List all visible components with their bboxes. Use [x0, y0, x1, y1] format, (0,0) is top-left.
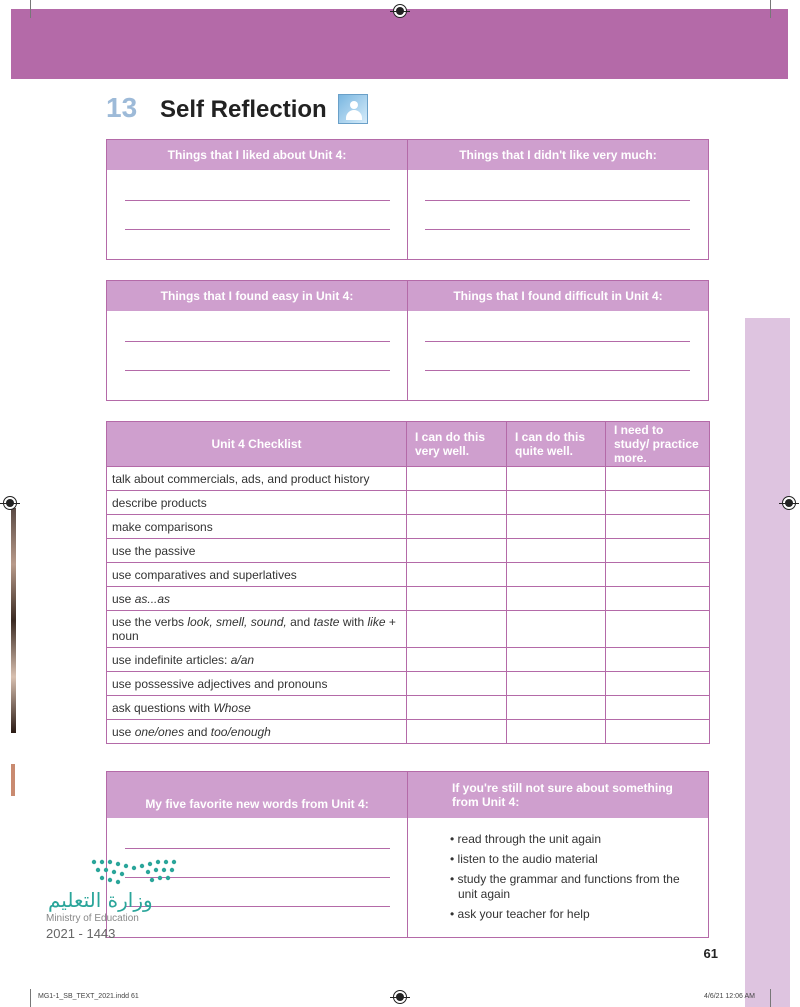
table-row — [107, 720, 710, 744]
check-cell[interactable] — [407, 467, 507, 491]
list-item: • study the grammar and functions from the unit again — [450, 872, 700, 902]
crop-mark — [30, 0, 31, 18]
check-cell[interactable] — [507, 467, 606, 491]
liked-box — [106, 139, 709, 260]
check-cell[interactable] — [407, 587, 507, 611]
crop-mark — [770, 989, 771, 1007]
check-cell[interactable] — [507, 491, 606, 515]
self-reflection-icon — [338, 94, 368, 124]
write-line[interactable] — [425, 370, 690, 371]
checklist-item: use the verbs look, smell, sound, and taste with like + noun — [107, 611, 407, 648]
write-line[interactable] — [125, 229, 390, 230]
write-line[interactable] — [425, 229, 690, 230]
checklist-item: use indefinite articles: a/an — [107, 648, 407, 672]
registration-mark-icon — [393, 4, 407, 18]
check-cell[interactable] — [507, 672, 606, 696]
write-line[interactable] — [125, 341, 390, 342]
check-cell[interactable] — [507, 587, 606, 611]
check-cell[interactable] — [507, 515, 606, 539]
check-cell[interactable] — [606, 539, 710, 563]
registration-mark-icon — [3, 496, 17, 510]
checklist-item: talk about commercials, ads, and product history — [107, 467, 407, 491]
list-item: • read through the unit again — [450, 832, 700, 847]
very-well-header: I can do this very well. — [407, 422, 507, 467]
check-cell[interactable] — [606, 611, 710, 648]
check-cell[interactable] — [606, 672, 710, 696]
check-cell[interactable] — [407, 720, 507, 744]
table-row — [107, 491, 710, 515]
checklist-item: use the passive — [107, 539, 407, 563]
lesson-number: 13 — [106, 92, 138, 123]
check-cell[interactable] — [407, 515, 507, 539]
checklist-item: use one/ones and too/enough — [107, 720, 407, 744]
write-line[interactable] — [425, 341, 690, 342]
checklist-item: use as...as — [107, 587, 407, 611]
check-cell[interactable] — [407, 611, 507, 648]
table-row — [107, 696, 710, 720]
table-row — [107, 539, 710, 563]
check-cell[interactable] — [507, 611, 606, 648]
liked-header: Things that I liked about Unit 4: — [107, 140, 407, 170]
ministry-year: 2021 - 1443 — [46, 926, 116, 941]
unit-checklist-table — [106, 421, 710, 744]
check-cell[interactable] — [507, 563, 606, 587]
check-cell[interactable] — [606, 515, 710, 539]
left-edge-photo-strip — [11, 508, 16, 733]
check-cell[interactable] — [606, 648, 710, 672]
checklist-item: use possessive adjectives and pronouns — [107, 672, 407, 696]
not-sure-header: If you're still not sure about something from Unit 4: — [408, 772, 708, 818]
footer-filename: MG1-1_SB_TEXT_2021.indd 61 — [38, 993, 139, 1000]
ministry-english-name: Ministry of Education — [46, 913, 139, 924]
easy-difficult-box — [106, 280, 709, 401]
check-cell[interactable] — [407, 672, 507, 696]
quite-well-header: I can do this quite well. — [507, 422, 606, 467]
check-cell[interactable] — [407, 563, 507, 587]
check-cell[interactable] — [407, 491, 507, 515]
check-cell[interactable] — [507, 539, 606, 563]
table-row — [107, 672, 710, 696]
checklist-item: use comparatives and superlatives — [107, 563, 407, 587]
checklist-item: describe products — [107, 491, 407, 515]
registration-mark-icon — [782, 496, 796, 510]
check-cell[interactable] — [606, 696, 710, 720]
write-line[interactable] — [425, 200, 690, 201]
table-row — [107, 467, 710, 491]
list-item: • ask your teacher for help — [450, 907, 700, 922]
check-cell[interactable] — [606, 587, 710, 611]
table-row — [107, 611, 710, 648]
write-line[interactable] — [125, 200, 390, 201]
favorite-words-header: My five favorite new words from Unit 4: — [107, 772, 407, 818]
need-study-header: I need to study/ practice more. — [606, 422, 710, 467]
page-title: Self Reflection — [160, 96, 327, 123]
easy-header: Things that I found easy in Unit 4: — [107, 281, 407, 311]
table-row — [107, 563, 710, 587]
check-cell[interactable] — [407, 539, 507, 563]
top-color-band — [11, 9, 788, 79]
left-edge-photo-strip-small — [11, 764, 15, 796]
write-line[interactable] — [125, 848, 390, 849]
check-cell[interactable] — [407, 696, 507, 720]
write-line[interactable] — [125, 370, 390, 371]
checklist-header: Unit 4 Checklist — [107, 422, 407, 467]
check-cell[interactable] — [507, 720, 606, 744]
check-cell[interactable] — [606, 467, 710, 491]
check-cell[interactable] — [606, 720, 710, 744]
check-cell[interactable] — [606, 563, 710, 587]
study-tips-list — [450, 832, 700, 927]
check-cell[interactable] — [407, 648, 507, 672]
disliked-header: Things that I didn't like very much: — [408, 140, 708, 170]
crop-mark — [770, 0, 771, 18]
checklist-item: make comparisons — [107, 515, 407, 539]
table-row — [107, 648, 710, 672]
list-item: • listen to the audio material — [450, 852, 700, 867]
ministry-logo-icon — [90, 858, 180, 886]
check-cell[interactable] — [507, 696, 606, 720]
page-number: 61 — [703, 946, 718, 961]
check-cell[interactable] — [507, 648, 606, 672]
difficult-header: Things that I found difficult in Unit 4: — [408, 281, 708, 311]
table-row — [107, 587, 710, 611]
ministry-arabic-name: وزارة التعليم — [48, 888, 153, 912]
footer-date: 4/6/21 12:06 AM — [704, 993, 755, 1000]
crop-mark — [30, 989, 31, 1007]
write-line[interactable] — [125, 906, 390, 907]
checklist-item: ask questions with Whose — [107, 696, 407, 720]
registration-mark-icon — [393, 990, 407, 1004]
check-cell[interactable] — [606, 491, 710, 515]
table-row — [107, 515, 710, 539]
side-color-band — [745, 318, 790, 1007]
